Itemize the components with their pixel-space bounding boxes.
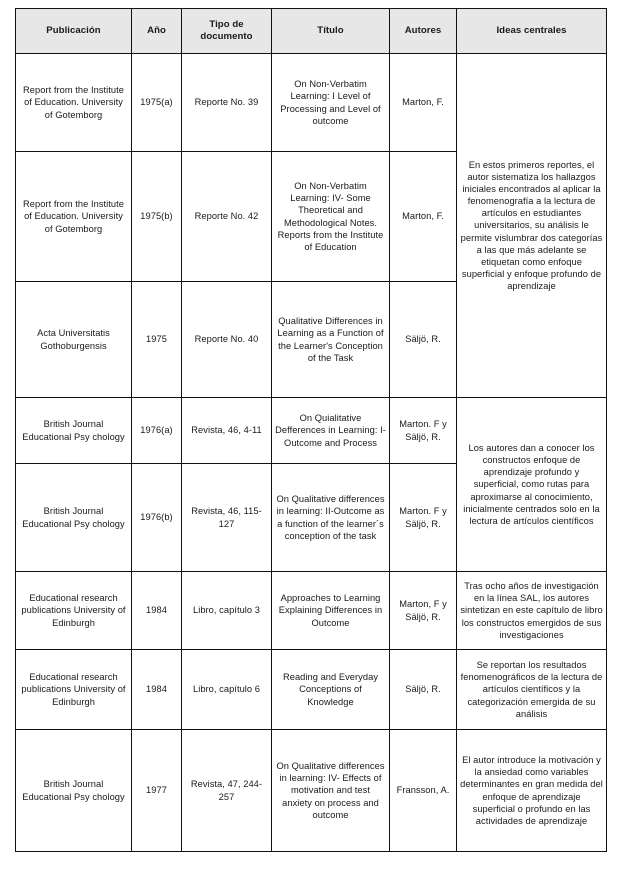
cell-anio: 1976(b) [132,464,182,572]
cell-anio: 1977 [132,730,182,852]
literature-review-table [15,8,607,852]
column-header-anio: Año [132,9,182,54]
cell-ideas-centrales: Se reportan los resultados fenomenográficos de la lectura de artículos científicos y la categorización emergida de su análisis [457,650,607,730]
cell-tipo-documento: Revista, 47, 244-257 [182,730,272,852]
cell-publicacion: Educational research publications University of Edinburgh [16,650,132,730]
cell-titulo: Approaches to Learning Explaining Differences in Outcome [272,572,390,650]
cell-titulo: On Qualitative differences in learning: IV- Effects of motivation and test anxiety on process and outcome [272,730,390,852]
cell-anio: 1975 [132,282,182,398]
cell-titulo: On Qualitative differences in learning: II-Outcome as a function of the learner´s conception of the task [272,464,390,572]
cell-tipo-documento: Reporte No. 42 [182,152,272,282]
table-row [16,572,607,650]
cell-anio: 1975(a) [132,54,182,152]
cell-tipo-documento: Reporte No. 39 [182,54,272,152]
table-row [16,398,607,464]
cell-anio: 1984 [132,650,182,730]
cell-anio: 1975(b) [132,152,182,282]
table-body [16,54,607,852]
table-row [16,54,607,152]
cell-publicacion: Report from the Institute of Education. University of Gotemborg [16,152,132,282]
cell-autores: Marton. F y Säljö, R. [390,398,457,464]
cell-publicacion: British Journal Educational Psy chology [16,398,132,464]
table-row [16,730,607,852]
table-row [16,650,607,730]
cell-autores: Säljö, R. [390,282,457,398]
cell-publicacion: Report from the Institute of Education. University of Gotemborg [16,54,132,152]
cell-titulo: On Non-Verbatim Learning: IV- Some Theoretical and Methodological Notes. Reports from the Institute of Education [272,152,390,282]
cell-tipo-documento: Revista, 46, 4-11 [182,398,272,464]
column-header-titulo: Título [272,9,390,54]
cell-publicacion: British Journal Educational Psy chology [16,730,132,852]
cell-ideas-centrales: Tras ocho años de investigación en la línea SAL, los autores sintetizan en este capítulo de libro los constructos emergidos de sus investigaciones [457,572,607,650]
cell-ideas-centrales: En estos primeros reportes, el autor sistematiza los hallazgos iniciales encontrados al aplicar la fenomenografía a la lectura de artículos en estudiantes universitarios, su análisis le permite vislumbrar dos categorías a las que más adelante se etiquetan como enfoque superficial y enfoque profundo de aprendizaje [457,54,607,398]
cell-publicacion: British Journal Educational Psy chology [16,464,132,572]
cell-tipo-documento: Reporte No. 40 [182,282,272,398]
cell-titulo: On Quialitative Defferences in Learning: I-Outcome and Process [272,398,390,464]
cell-autores: Fransson, A. [390,730,457,852]
cell-ideas-centrales: Los autores dan a conocer los constructos enfoque de aprendizaje profundo y superficial, como rutas para aproximarse al conocimiento, inicialmente centrados solo en la lectura de artículos científicos [457,398,607,572]
table-header [16,9,607,54]
column-header-autores: Autores [390,9,457,54]
column-header-tipo-documento: Tipo de documento [182,9,272,54]
cell-publicacion: Educational research publications University of Edinburgh [16,572,132,650]
cell-publicacion: Acta Universitatis Gothoburgensis [16,282,132,398]
cell-autores: Marton, F. [390,152,457,282]
cell-autores: Marton, F y Säljö, R. [390,572,457,650]
cell-autores: Marton, F. [390,54,457,152]
cell-titulo: Qualitative Differences in Learning as a Function of the Learner's Conception of the Task [272,282,390,398]
cell-anio: 1984 [132,572,182,650]
cell-ideas-centrales: El autor introduce la motivación y la ansiedad como variables determinantes en gran medida del enfoque de aprendizaje superficial o profundo en las actividades de aprendizaje [457,730,607,852]
cell-autores: Marton. F y Säljö, R. [390,464,457,572]
table-header-row [16,9,607,54]
cell-tipo-documento: Libro, capítulo 6 [182,650,272,730]
cell-titulo: Reading and Everyday Conceptions of Knowledge [272,650,390,730]
cell-tipo-documento: Revista, 46, 115-127 [182,464,272,572]
literature-table-container [15,8,606,852]
column-header-ideas-centrales: Ideas centrales [457,9,607,54]
cell-autores: Säljö, R. [390,650,457,730]
cell-anio: 1976(a) [132,398,182,464]
cell-tipo-documento: Libro, capítulo 3 [182,572,272,650]
cell-titulo: On Non-Verbatim Learning: I Level of Processing and Level of outcome [272,54,390,152]
column-header-publicacion: Publicación [16,9,132,54]
